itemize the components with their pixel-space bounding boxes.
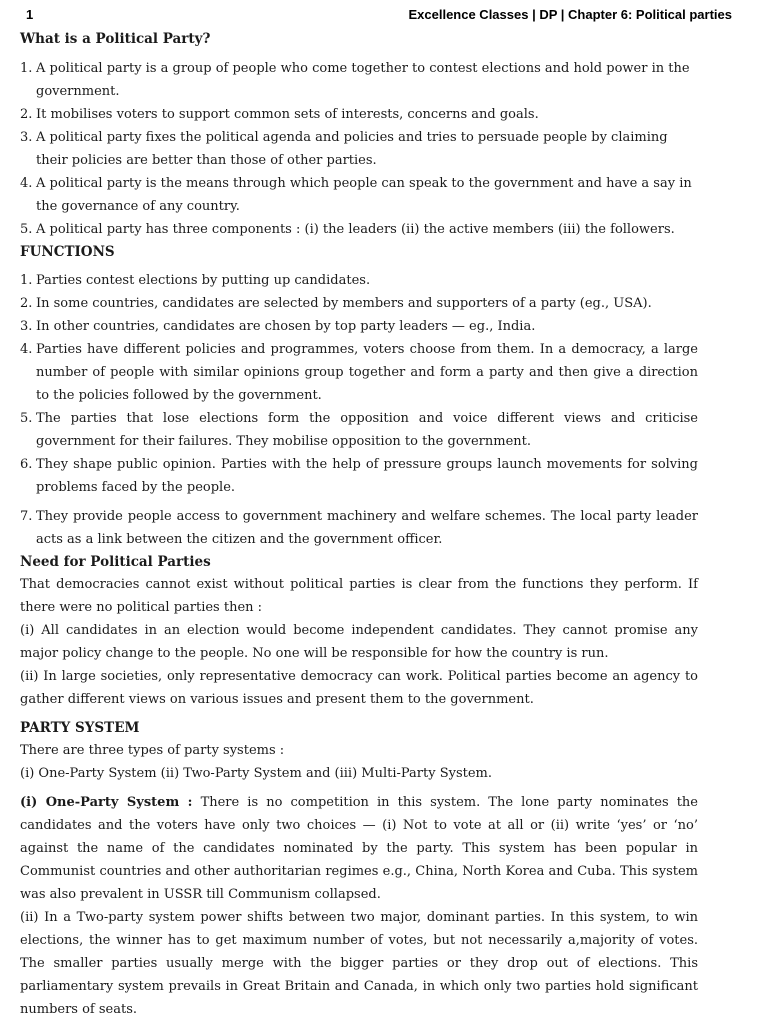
item-number: 5.: [20, 222, 33, 237]
item-number: 3.: [20, 319, 33, 334]
need-point-2: (ii) In large societies, only representative democracy can work. Political parties become an agency to gather different views on various issues and present them to the government.: [20, 669, 698, 707]
item-text: Parties contest elections by putting up candidates.: [36, 273, 371, 288]
item-number: 6.: [20, 457, 33, 472]
list-item: [20, 57, 698, 103]
item-number: 1.: [20, 273, 33, 288]
heading-what-is-political-party: What is a Political Party?: [20, 31, 211, 47]
item-text: It mobilises voters to support common sets of interests, concerns and goals.: [36, 107, 539, 122]
item-number: 3.: [20, 130, 33, 145]
item-text: They shape public opinion. Parties with the help of pressure groups launch movements for solving problems faced by the people.: [36, 457, 698, 495]
party-system-intro: There are three types of party systems :: [20, 743, 285, 758]
item-number: 1.: [20, 61, 33, 76]
list-item: [20, 126, 698, 172]
list-item: [20, 505, 698, 551]
list-item: [20, 269, 698, 292]
item-text: A political party fixes the political agenda and policies and tries to persuade people by claiming their policies are better than those of other parties.: [36, 130, 668, 168]
item-text: Parties have different policies and programmes, voters choose from them. In a democracy, a large number of people with similar opinions group together and form a party and then give a direction to the policies followed by the government.: [36, 342, 698, 403]
list-item: [20, 315, 698, 338]
need-intro: That democracies cannot exist without political parties is clear from the functions they perform. If there were no political parties then :: [20, 577, 698, 615]
what-list: [20, 57, 698, 241]
list-item: [20, 407, 698, 453]
document-title: Excellence Classes | DP | Chapter 6: Political parties: [408, 7, 732, 22]
heading-functions: FUNCTIONS: [20, 244, 115, 260]
page-header: [26, 7, 732, 27]
item-text: The parties that lose elections form the opposition and voice different views and criticise government for their failures. They mobilise opposition to the government.: [36, 411, 698, 449]
two-party-paragraph: (ii) In a Two-party system power shifts between two major, dominant parties. In this system, to win elections, the winner has to get maximum number of votes, but not necessarily a,majority of votes. The smaller parties usually merge with the bigger parties or they drop out of elections. This parliamentary system prevails in Great Britain and Canada, in which only two parties hold significant numbers of seats.: [20, 910, 698, 1017]
item-text: They provide people access to government machinery and welfare schemes. The local party leader acts as a link between the citizen and the government officer.: [36, 509, 698, 547]
list-item: [20, 218, 698, 241]
item-number: 2.: [20, 296, 33, 311]
item-number: 5.: [20, 411, 33, 426]
item-text: A political party is a group of people who come together to contest elections and hold power in the government.: [36, 61, 690, 99]
functions-list: [20, 269, 698, 551]
heading-party-system: PARTY SYSTEM: [20, 720, 140, 736]
item-text: A political party has three components : (i) the leaders (ii) the active members (iii) the followers.: [36, 222, 675, 237]
need-point-1: (i) All candidates in an election would become independent candidates. They cannot promise any major policy change to the people. No one will be responsible for how the country is run.: [20, 623, 698, 661]
page-content: [20, 28, 698, 1021]
one-party-text: There is no competition in this system. The lone party nominates the candidates and the voters have only two choices — (i) Not to vote at all or (ii) write ‘yes’ or ‘no’ against the name of the candidates nominated by the party. This system has been popular in Communist countries and other authoritarian regimes e.g., China, North Korea and Cuba. This system was also prevalent in USSR till Communism collapsed.: [20, 795, 698, 902]
list-item: [20, 292, 698, 315]
one-party-paragraph: [20, 791, 698, 906]
item-text: A political party is the means through which people can speak to the government and have a say in the governance of any country.: [36, 176, 692, 214]
list-item: [20, 453, 698, 499]
list-item: [20, 103, 698, 126]
item-number: 4.: [20, 342, 33, 357]
item-text: In some countries, candidates are selected by members and supporters of a party (eg., USA).: [36, 296, 652, 311]
list-item: [20, 172, 698, 218]
list-item: [20, 338, 698, 407]
item-number: 7.: [20, 509, 33, 524]
party-system-types: (i) One-Party System (ii) Two-Party System and (iii) Multi-Party System.: [20, 766, 493, 781]
page-number: 1: [26, 7, 34, 22]
heading-need-for-parties: Need for Political Parties: [20, 554, 211, 570]
one-party-label: (i) One-Party System :: [20, 795, 193, 810]
item-number: 4.: [20, 176, 33, 191]
item-text: In other countries, candidates are chosen by top party leaders — eg., India.: [36, 319, 536, 334]
item-number: 2.: [20, 107, 33, 122]
